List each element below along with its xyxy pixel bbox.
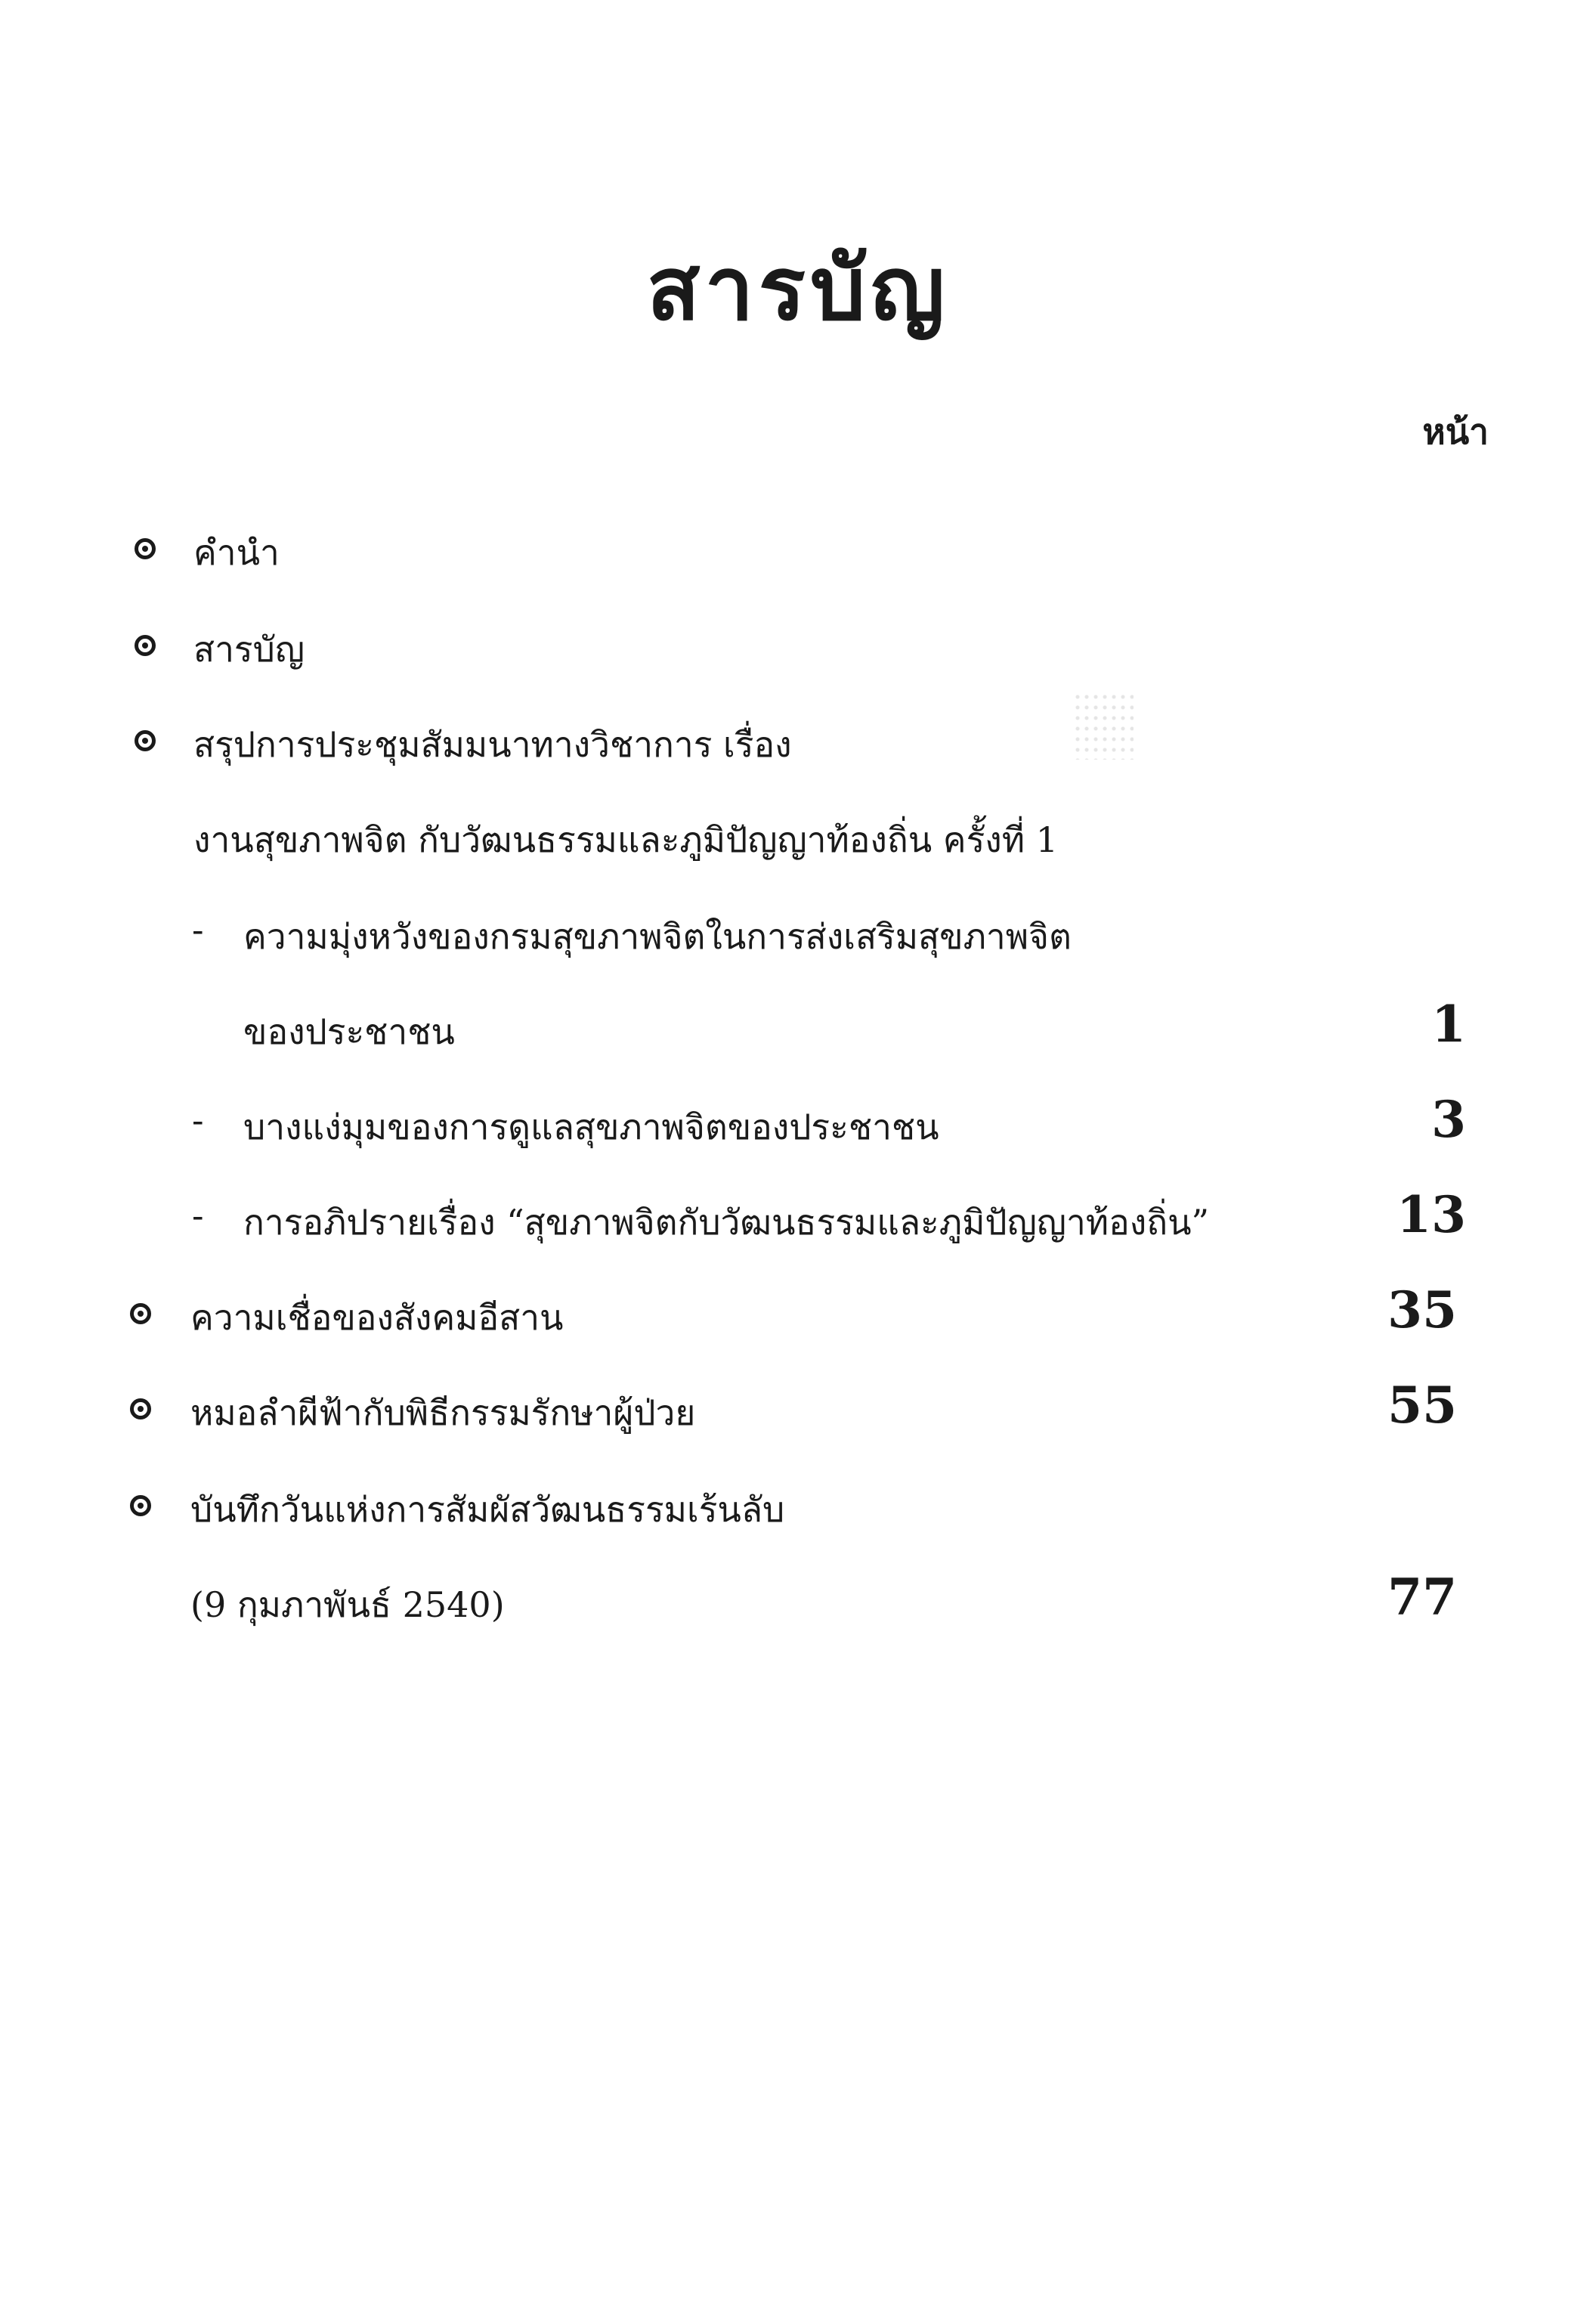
toc-entry-label: (9 กุมภาพันธ์ 2540): [190, 1584, 505, 1625]
bullet-icon: [130, 1303, 151, 1324]
bullet-icon: [130, 1495, 151, 1516]
page-number: 55: [1387, 1376, 1457, 1435]
toc-entry: [0, 1280, 1596, 1362]
toc-entry: [0, 1478, 1596, 1554]
bullet-icon: [135, 730, 156, 751]
page-number: 13: [1396, 1185, 1466, 1244]
toc-subentry: [0, 906, 1596, 981]
toc-entry-label: ของประชาชน: [243, 1011, 455, 1052]
page-number: 1: [1431, 995, 1466, 1054]
bullet-icon: [135, 635, 156, 656]
toc-subentry: [0, 1090, 1596, 1172]
toc-entry-label: บันทึกวันแห่งการสัมผัสวัฒนธรรมเร้นลับ: [190, 1489, 785, 1530]
dash-marker: -: [192, 1195, 204, 1236]
toc-entry: [0, 618, 1596, 694]
dash-marker: -: [192, 909, 204, 950]
toc-entry-label: ความเชื่อของสังคมอีสาน: [190, 1297, 564, 1338]
toc-entry-label: บางแง่มุมของการดูแลสุขภาพจิตของประชาชน: [243, 1107, 939, 1147]
dash-marker: -: [192, 1100, 204, 1141]
toc-entry-continuation: [0, 1568, 1596, 1649]
toc-entry-label: การอภิปรายเรื่อง “สุขภาพจิตกับวัฒนธรรมและภูมิปัญญาท้องถิ่น”: [243, 1202, 1210, 1243]
page-column-header: หน้า: [1422, 411, 1489, 452]
toc-entry-label: สารบัญ: [193, 629, 305, 670]
toc-entry-label: งานสุขภาพจิต กับวัฒนธรรมและภูมิปัญญาท้องถิ่น ครั้งที่ 1: [193, 819, 1058, 860]
toc-entry: [0, 714, 1596, 789]
toc-entry-continuation: [0, 809, 1596, 884]
page-number: 77: [1387, 1568, 1457, 1627]
bullet-icon: [130, 1398, 151, 1420]
page-title: สารบัญ: [646, 237, 950, 340]
toc-entry: [0, 522, 1596, 597]
toc-entry-label: สรุปการประชุมสัมมนาทางวิชาการ เรื่อง: [193, 724, 792, 765]
toc-entry: [0, 1376, 1596, 1457]
bullet-icon: [135, 538, 156, 559]
toc-entry-label: หมอลำผีฟ้ากับพิธีกรรมรักษาผู้ป่วย: [190, 1392, 696, 1433]
page-number: 35: [1387, 1280, 1457, 1339]
page-number: 3: [1431, 1090, 1466, 1149]
toc-subentry-continuation: [0, 995, 1596, 1076]
toc-entry-label: คำนำ: [193, 532, 280, 573]
toc-subentry: [0, 1185, 1596, 1267]
toc-entry-label: ความมุ่งหวังของกรมสุขภาพจิตในการส่งเสริมสุขภาพจิต: [243, 916, 1072, 957]
